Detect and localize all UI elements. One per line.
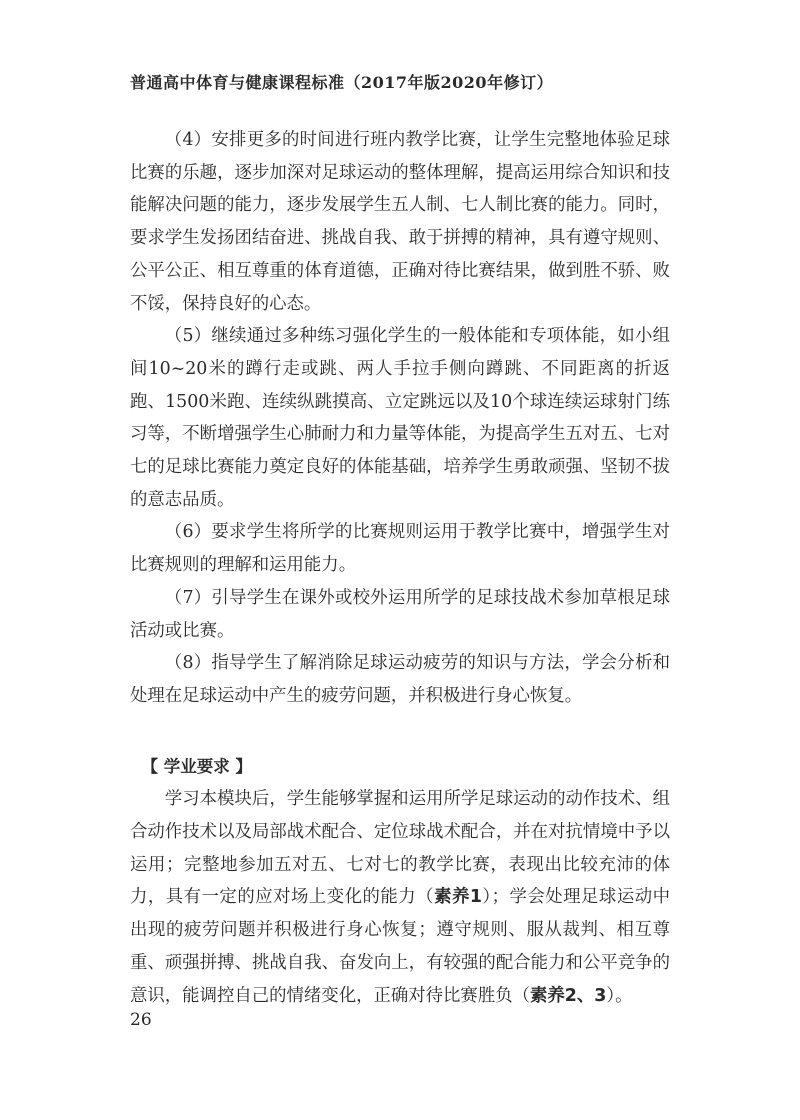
literacy-ref-2-3: 素养2、3 [530,985,607,1006]
academic-requirements-paragraph [130,783,670,1012]
paragraph-5: （5）继续通过多种练习强化学生的一般体能和专项体能，如小组间10~20米的蹲行走或跳、两人手拉手侧向蹲跳、不同距离的折返跑、1500米跑、连续纵跳摸高、立定跳远以及10个球连续运球射门练习等，不断增强学生心肺耐力和力量等体能，为提高学生五对五、七对七的足球比赛能力奠定良好的体能基础，培养学生勇敢顽强、坚韧不拔的意志品质。 [130,326,670,510]
paragraph-7: （7）引导学生在课外或校外运用所学的足球技战术参加草根足球活动或比赛。 [130,587,670,641]
section-heading: 【 学业要求 】 [141,756,253,776]
running-header: 普通高中体育与健康课程标准（2017年版2020年修订） [130,73,554,92]
paragraph-6: （6）要求学生将所学的比赛规则运用于教学比赛中，增强学生对比赛规则的理解和运用能力。 [130,522,670,576]
paragraph-8: （8）指导学生了解消除足球运动疲劳的知识与方法，学会分析和处理在足球运动中产生的疲劳问题，并积极进行身心恢复。 [130,653,670,706]
paragraph-4: （4）安排更多的时间进行班内教学比赛，让学生完整地体验足球比赛的乐趣，逐步加深对足球运动的整体理解，提高运用综合知识和技能解决问题的能力，逐步发展学生五人制、七人制比赛的能力。同时，要求学生发扬团结奋进、挑战自我、敢于拼搏的精神，具有遵守规则、公平公正、相互尊重的体育道德，正确对待比赛结果，做到胜不骄、败不馁，保持良好的心态。 [130,130,670,314]
body-text [130,124,670,1012]
requirements-text-part1: 学习本模块后，学生能够掌握和运用所学足球运动的动作技术、组合动作技术以及局部战术配合、定位球战术配合，并在对抗情境中予以运用；完整地参加五对五、七对七的教学比赛，表现出比较充沛的体力，具有一定的应对场上变化的能力（ [130,789,670,908]
page-number: 26 [130,1010,152,1030]
requirements-text-part2: ）；学会处理足球运动中出现的疲劳问题并积极进行身心恢复；遵守规则、服从裁判、相互尊重、顽强拼搏、挑战自我、奋发向上，有较强的配合能力和公平竞争的意识，能调控自己的情绪变化，正确对待比赛胜负（ [130,887,670,1006]
literacy-ref-1: 素养1 [434,887,482,908]
requirements-text-part3: ）。 [606,985,633,1006]
